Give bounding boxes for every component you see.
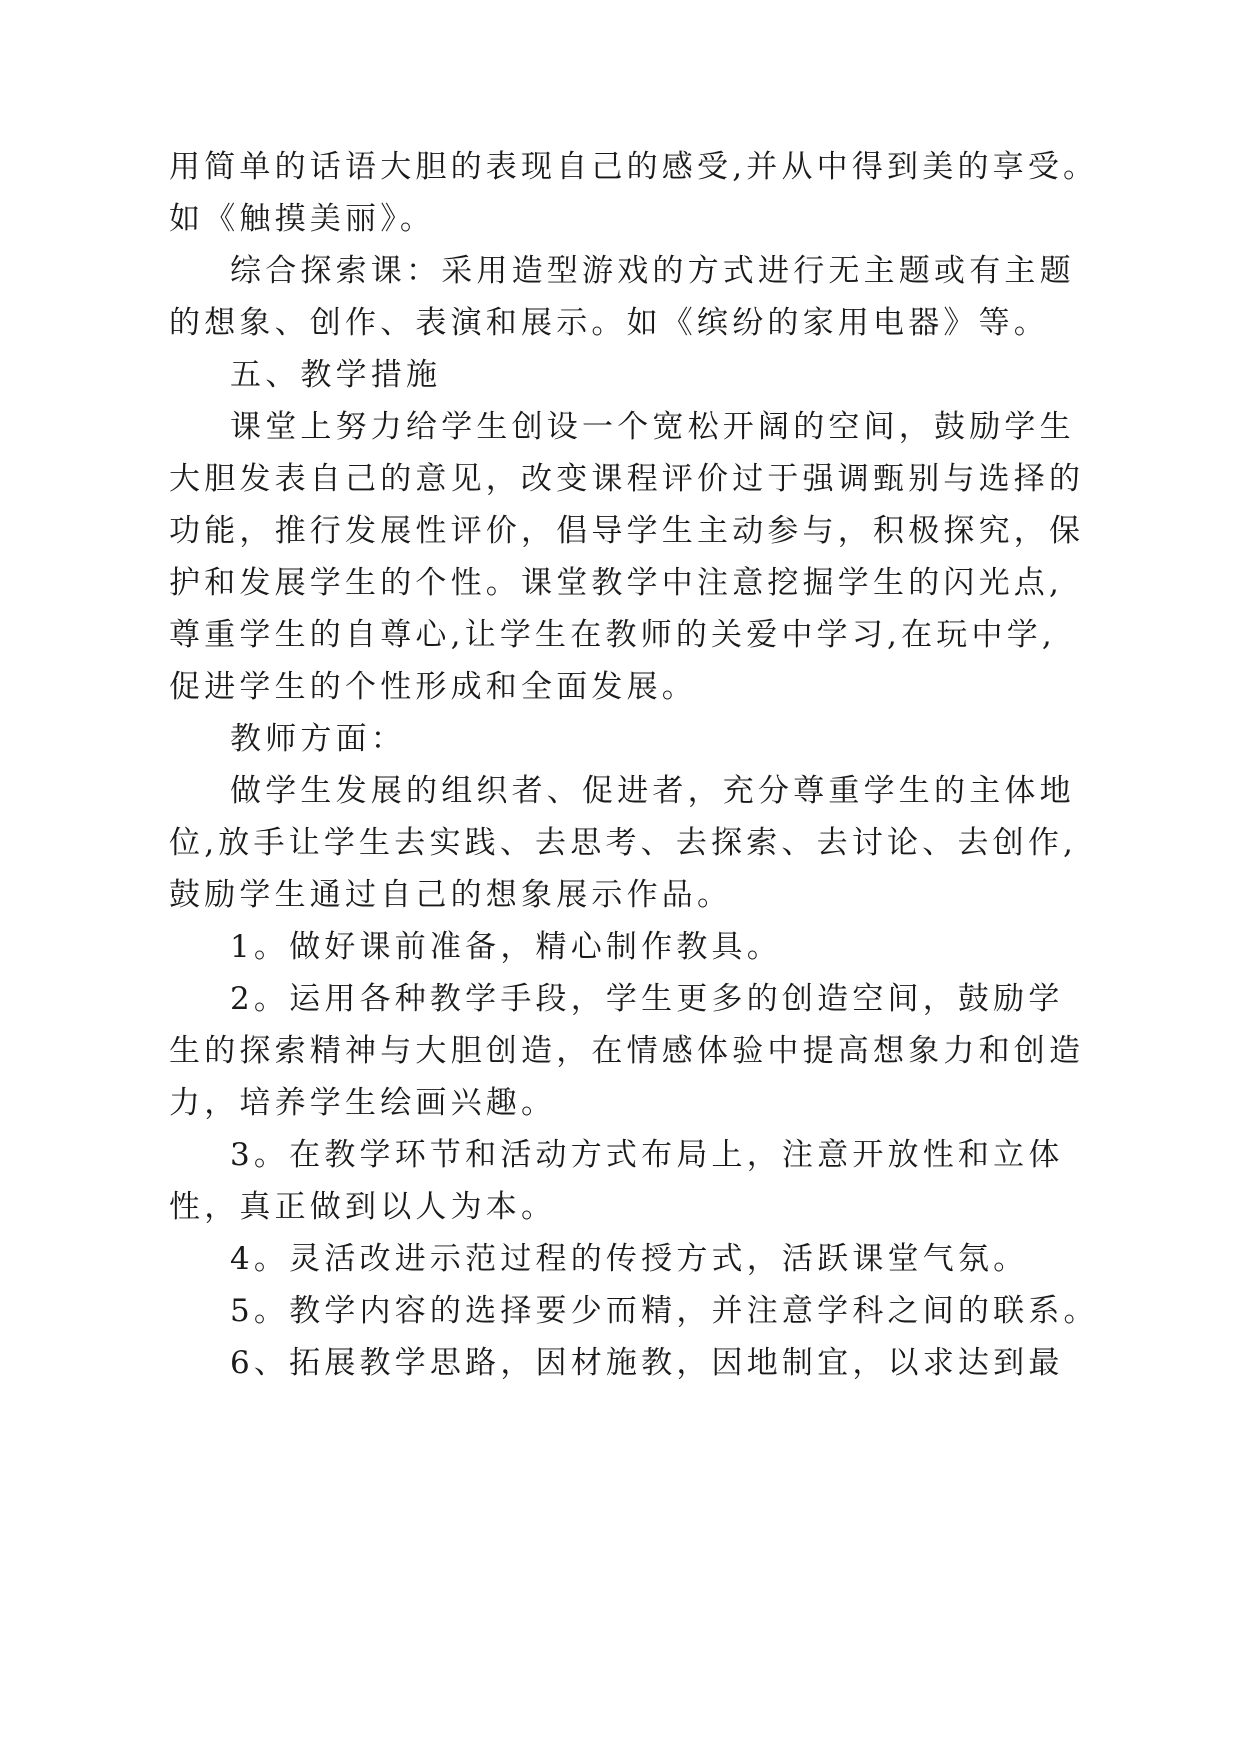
list-item-1: 1。做好课前准备，精心制作教具。 [230, 929, 782, 965]
text-line-4: 的想象、创作、表演和展示。如《缤纷的家用电器》等。 [169, 305, 1049, 341]
list-item-2: 2。运用各种教学手段，学生更多的创造空间，鼓励学 [230, 981, 1064, 1017]
list-item-3: 3。在教学环节和活动方式布局上，注意开放性和立体 [230, 1137, 1064, 1173]
list-item-2-cont-2: 力，培养学生绘画兴趣。 [169, 1085, 557, 1121]
text-line-11: 促进学生的个性形成和全面发展。 [169, 669, 697, 705]
text-line-15: 鼓励学生通过自己的想象展示作品。 [169, 877, 733, 913]
text-line-7: 大胆发表自己的意见，改变课程评价过于强调甄别与选择的 [169, 461, 1085, 497]
list-item-2-cont-1: 生的探索精神与大胆创造，在情感体验中提高想象力和创造 [169, 1033, 1085, 1069]
section-heading: 五、教学措施 [230, 357, 442, 393]
text-line-14: 位,放手让学生去实践、去思考、去探索、去讨论、去创作, [169, 825, 1078, 861]
text-line-10: 尊重学生的自尊心,让学生在教师的关爱中学习,在玩中学, [169, 617, 1056, 653]
list-item-4: 4。灵活改进示范过程的传授方式，活跃课堂气氛。 [230, 1241, 1029, 1277]
text-line-9: 护和发展学生的个性。课堂教学中注意挖掘学生的闪光点, [169, 565, 1064, 601]
text-line-1: 用简单的话语大胆的表现自己的感受,并从中得到美的享受。 [169, 149, 1099, 185]
list-item-5: 5。教学内容的选择要少而精，并注意学科之间的联系。 [230, 1293, 1099, 1329]
text-line-13: 做学生发展的组织者、促进者，充分尊重学生的主体地 [230, 773, 1075, 809]
list-item-6: 6、拓展教学思路，因材施教，因地制宜，以求达到最 [230, 1345, 1064, 1381]
text-line-8: 功能，推行发展性评价，倡导学生主动参与，积极探究，保 [169, 513, 1085, 549]
text-line-2: 如《触摸美丽》。 [169, 201, 436, 237]
list-item-3-cont: 性，真正做到以人为本。 [169, 1189, 557, 1225]
text-line-3: 综合探索课：采用造型游戏的方式进行无主题或有主题 [230, 253, 1075, 289]
subheading-teacher: 教师方面： [230, 721, 406, 757]
text-line-6: 课堂上努力给学生创设一个宽松开阔的空间，鼓励学生 [230, 409, 1075, 445]
